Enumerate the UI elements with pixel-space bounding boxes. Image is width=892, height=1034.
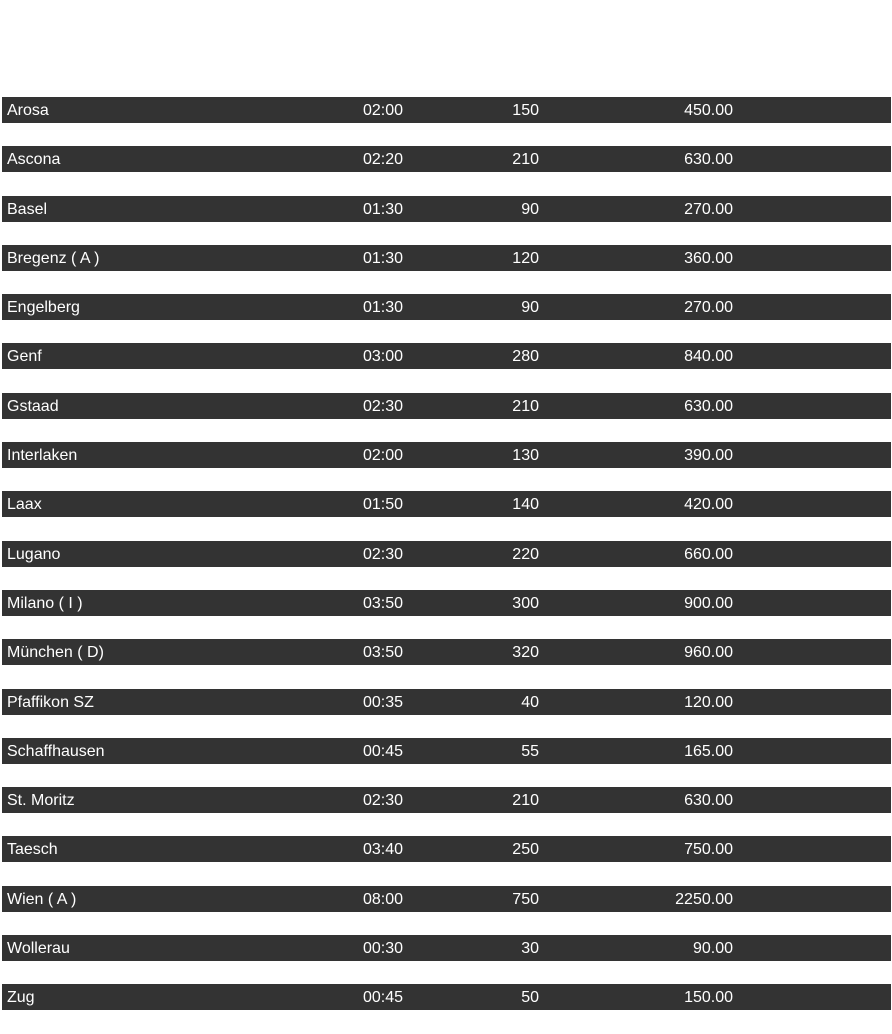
destination-cell: Wollerau	[7, 940, 70, 958]
destination-cell: Zug	[7, 989, 35, 1007]
duration-cell: 02:30	[363, 545, 404, 563]
price-cell: 270.00	[684, 299, 733, 317]
table-row	[2, 97, 891, 123]
distance-cell: 120	[512, 249, 539, 267]
price-cell: 630.00	[684, 792, 733, 810]
destination-cell: Milano ( I )	[7, 594, 83, 612]
destination-cell: Lugano	[7, 545, 61, 563]
table-row	[2, 590, 891, 616]
price-cell: 270.00	[684, 200, 733, 218]
price-cell: 900.00	[684, 594, 733, 612]
price-cell: 630.00	[684, 397, 733, 415]
distance-cell: 30	[521, 940, 539, 958]
distance-cell: 210	[512, 792, 539, 810]
destination-cell: Pfaffikon SZ	[7, 693, 94, 711]
destination-cell: Laax	[7, 496, 42, 514]
destination-cell: Bregenz ( A )	[7, 249, 100, 267]
distance-cell: 250	[512, 841, 539, 859]
price-cell: 750.00	[684, 841, 733, 859]
duration-cell: 00:45	[363, 742, 404, 760]
table-row	[2, 146, 891, 172]
table-row	[2, 984, 891, 1010]
distance-cell: 210	[512, 151, 539, 169]
table-row	[2, 491, 891, 517]
duration-cell: 01:30	[363, 299, 404, 317]
table-row	[2, 294, 891, 320]
price-cell: 960.00	[684, 644, 733, 662]
destination-cell: Ascona	[7, 151, 61, 169]
destination-cell: Schaffhausen	[7, 742, 105, 760]
price-cell: 660.00	[684, 545, 733, 563]
destination-cell: Genf	[7, 348, 42, 366]
price-cell: 2250.00	[675, 890, 733, 908]
destination-cell: München ( D)	[7, 644, 104, 662]
price-cell: 120.00	[684, 693, 733, 711]
distance-cell: 130	[512, 447, 539, 465]
distance-cell: 55	[521, 742, 539, 760]
duration-cell: 01:30	[363, 249, 404, 267]
table-row	[2, 738, 891, 764]
duration-cell: 03:50	[363, 594, 404, 612]
destination-cell: Wien ( A )	[7, 890, 77, 908]
duration-cell: 08:00	[363, 890, 404, 908]
distance-cell: 40	[521, 693, 539, 711]
table-row	[2, 689, 891, 715]
table-row	[2, 886, 891, 912]
price-cell: 450.00	[684, 102, 733, 119]
price-table	[2, 97, 891, 1034]
duration-cell: 02:20	[363, 151, 404, 169]
destination-cell: Engelberg	[7, 299, 80, 317]
table-row	[2, 935, 891, 961]
duration-cell: 02:30	[363, 792, 404, 810]
price-cell: 90.00	[692, 940, 733, 958]
table-row	[2, 343, 891, 369]
table-row	[2, 196, 891, 222]
distance-cell: 140	[512, 496, 539, 514]
duration-cell: 03:40	[363, 841, 404, 859]
price-cell: 390.00	[684, 447, 733, 465]
distance-cell: 90	[521, 200, 539, 218]
table-row	[2, 245, 891, 271]
destination-cell: Basel	[7, 200, 48, 218]
duration-cell: 03:00	[363, 348, 404, 366]
duration-cell: 01:50	[363, 496, 404, 514]
distance-cell: 750	[512, 890, 539, 908]
distance-cell: 90	[521, 299, 539, 317]
price-cell: 360.00	[684, 249, 733, 267]
destination-cell: St. Moritz	[7, 792, 75, 810]
distance-cell: 220	[512, 545, 539, 563]
destination-cell: Interlaken	[7, 447, 78, 465]
duration-cell: 00:45	[363, 989, 404, 1007]
duration-cell: 00:35	[363, 693, 404, 711]
table-row	[2, 393, 891, 419]
table-row	[2, 787, 891, 813]
price-cell: 165.00	[684, 742, 733, 760]
price-cell: 840.00	[684, 348, 733, 366]
duration-cell: 02:00	[363, 102, 404, 119]
distance-cell: 300	[512, 594, 539, 612]
destination-cell: Arosa	[7, 102, 49, 119]
duration-cell: 00:30	[363, 940, 404, 958]
duration-cell: 01:30	[363, 200, 404, 218]
distance-cell: 50	[521, 989, 539, 1007]
distance-cell: 320	[512, 644, 539, 662]
distance-cell: 210	[512, 397, 539, 415]
table-row	[2, 541, 891, 567]
price-cell: 150.00	[684, 989, 733, 1007]
destination-cell: Gstaad	[7, 397, 59, 415]
price-cell: 420.00	[684, 496, 733, 514]
duration-cell: 02:30	[363, 397, 404, 415]
duration-cell: 02:00	[363, 447, 404, 465]
price-cell: 630.00	[684, 151, 733, 169]
distance-cell: 150	[512, 102, 539, 119]
duration-cell: 03:50	[363, 644, 404, 662]
distance-cell: 280	[512, 348, 539, 366]
table-row	[2, 442, 891, 468]
destination-cell: Taesch	[7, 841, 58, 859]
table-row	[2, 639, 891, 665]
table-row	[2, 836, 891, 862]
